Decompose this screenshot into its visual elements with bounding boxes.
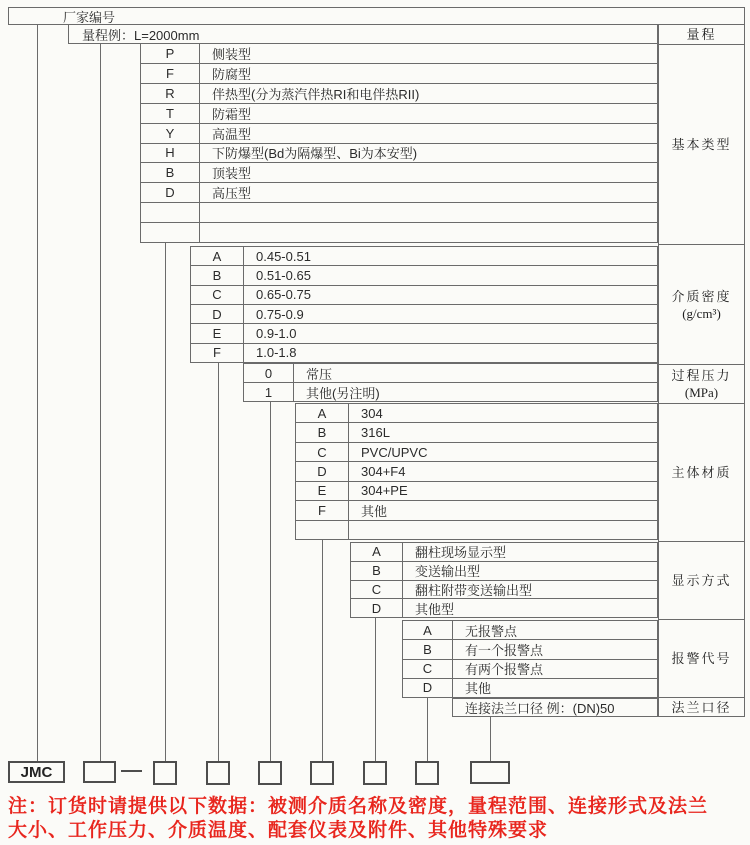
desc-cell: 防腐型 xyxy=(212,66,252,82)
side-label-text: 法兰口径 xyxy=(671,699,732,715)
code-row xyxy=(351,580,657,599)
code-row xyxy=(141,143,657,163)
desc-cell xyxy=(349,521,657,539)
code-row xyxy=(403,659,657,678)
desc-cell: PVC/UPVC xyxy=(361,444,428,460)
code-cell: A xyxy=(351,543,403,561)
code-cell: Y xyxy=(141,124,200,143)
desc-cell: 304+PE xyxy=(361,483,408,499)
code-row xyxy=(403,678,657,697)
code-row xyxy=(296,520,657,539)
model-box-display xyxy=(363,761,387,785)
code-cell: C xyxy=(296,443,349,461)
code-cell: E xyxy=(296,482,349,500)
desc-cell: 0.9-1.0 xyxy=(256,325,297,341)
desc-cell: 顶装型 xyxy=(212,166,252,182)
side-label-range xyxy=(659,25,744,44)
desc-cell: 高温型 xyxy=(212,126,252,142)
code-row xyxy=(141,83,657,103)
code-row xyxy=(141,222,657,242)
factory-code-box xyxy=(8,7,745,25)
side-label-unit: (MPa) xyxy=(684,385,719,400)
code-cell: D xyxy=(141,183,200,202)
desc-cell: 304+F4 xyxy=(361,463,406,479)
code-row xyxy=(453,699,657,716)
side-label-body-material xyxy=(659,403,744,541)
side-label-medium-density xyxy=(659,244,744,364)
code-cell: C xyxy=(403,660,453,678)
side-label-text: 基本类型 xyxy=(671,137,732,152)
code-cell: E xyxy=(191,324,244,342)
model-box-alarm xyxy=(415,761,439,785)
code-row xyxy=(296,442,657,461)
code-cell: B xyxy=(296,423,349,441)
range-example-box xyxy=(68,24,658,44)
desc-cell: 其他(另注明) xyxy=(306,385,380,401)
desc-cell: 有一个报警点 xyxy=(465,642,544,658)
desc-cell: 1.0-1.8 xyxy=(256,345,297,361)
code-cell: T xyxy=(141,104,200,123)
connector-line xyxy=(322,540,323,761)
model-box-material xyxy=(310,761,334,785)
code-cell: H xyxy=(141,144,200,163)
code-cell: 1 xyxy=(244,383,294,401)
body-material-table xyxy=(295,403,658,540)
desc-cell: 高压型 xyxy=(212,186,252,202)
side-label-display-mode xyxy=(659,541,744,619)
connector-line xyxy=(375,618,376,761)
desc-cell: 304 xyxy=(361,405,383,421)
desc-cell: 有两个报警点 xyxy=(465,662,544,678)
desc-cell: 常压 xyxy=(306,366,333,382)
side-label-text: 量程 xyxy=(686,27,717,42)
model-prefix-label: JMC xyxy=(20,763,53,781)
code-cell xyxy=(296,521,349,539)
code-row xyxy=(191,323,657,342)
desc-cell: 变送输出型 xyxy=(415,564,481,580)
side-label-process-pressure xyxy=(659,364,744,403)
connector-line xyxy=(218,363,219,761)
code-cell: B xyxy=(403,640,453,658)
connector-line xyxy=(490,717,491,761)
side-label-text: 显示方式 xyxy=(671,573,732,588)
model-box-pressure xyxy=(258,761,282,785)
code-row xyxy=(351,561,657,580)
code-cell xyxy=(141,203,200,222)
code-row xyxy=(141,202,657,222)
code-row xyxy=(191,247,657,265)
desc-cell: 0.51-0.65 xyxy=(256,267,311,283)
desc-cell xyxy=(200,203,657,222)
code-row xyxy=(244,364,657,382)
connector-line xyxy=(100,43,101,761)
code-row xyxy=(141,182,657,202)
desc-cell: 其他 xyxy=(361,503,388,519)
desc-cell: 下防爆型(Bd为隔爆型、Bi为本安型) xyxy=(212,146,418,162)
side-label-text: 主体材质 xyxy=(671,465,732,480)
code-row xyxy=(351,598,657,617)
side-label-flange-size xyxy=(659,697,744,716)
connector-line xyxy=(427,698,428,761)
order-note xyxy=(8,795,746,843)
alarm-code-table xyxy=(402,620,658,698)
desc-cell: 侧装型 xyxy=(212,46,252,62)
code-row xyxy=(191,304,657,323)
model-box-range xyxy=(83,761,116,783)
desc-cell: 无报警点 xyxy=(465,623,518,639)
code-cell: F xyxy=(296,501,349,519)
model-box-density xyxy=(206,761,230,785)
side-label-alarm-code xyxy=(659,619,744,697)
code-cell: A xyxy=(403,621,453,639)
code-cell: F xyxy=(141,64,200,83)
category-label-column xyxy=(658,24,745,717)
code-row xyxy=(191,265,657,284)
factory-code-label: 厂家编号 xyxy=(63,9,116,25)
side-label-unit: (g/cm³) xyxy=(682,305,721,321)
desc-cell: 翻柱附带变送输出型 xyxy=(415,582,533,598)
model-box-flange xyxy=(470,761,510,784)
order-note-line2: 大小、工作压力、介质温度、配套仪表及附件、其他特殊要求 xyxy=(8,820,549,841)
code-row xyxy=(141,162,657,182)
code-row xyxy=(296,422,657,441)
side-label-text: 报警代号 xyxy=(671,651,732,666)
code-row xyxy=(296,500,657,519)
flange-size-row xyxy=(452,698,658,717)
code-cell: B xyxy=(351,562,403,580)
code-cell: B xyxy=(141,163,200,182)
code-cell: A xyxy=(191,247,244,265)
code-row xyxy=(403,639,657,658)
desc-cell: 其他型 xyxy=(415,601,455,617)
code-row xyxy=(296,404,657,422)
code-row xyxy=(191,343,657,362)
code-row xyxy=(244,382,657,401)
desc-cell: 316L xyxy=(361,425,390,441)
desc-cell: 连接法兰口径 例：(DN)50 xyxy=(465,701,615,716)
model-box-basic-type xyxy=(153,761,177,785)
side-label-text: 过程压力 xyxy=(671,368,732,383)
desc-cell: 翻柱现场显示型 xyxy=(415,545,507,561)
code-cell: 0 xyxy=(244,364,294,382)
code-cell xyxy=(141,223,200,242)
desc-cell: 0.75-0.9 xyxy=(256,306,304,322)
connector-line xyxy=(270,402,271,761)
code-row xyxy=(296,481,657,500)
code-row xyxy=(296,461,657,480)
desc-cell: 0.65-0.75 xyxy=(256,287,311,303)
code-row xyxy=(351,543,657,561)
connector-line xyxy=(165,243,166,761)
dash-separator xyxy=(121,770,142,772)
model-prefix-box xyxy=(8,761,65,783)
side-label-basic-type xyxy=(659,44,744,244)
code-cell: D xyxy=(296,462,349,480)
display-mode-table xyxy=(350,542,658,618)
code-cell: C xyxy=(351,581,403,599)
desc-cell: 其他 xyxy=(465,681,492,697)
code-cell: B xyxy=(191,266,244,284)
code-row xyxy=(141,44,657,63)
range-example-label: 量程例：L=2000mm xyxy=(82,27,200,43)
desc-cell xyxy=(200,223,657,242)
desc-cell: 0.45-0.51 xyxy=(256,248,311,264)
desc-cell: 防霜型 xyxy=(212,106,252,122)
code-cell: C xyxy=(191,286,244,304)
code-row xyxy=(403,621,657,639)
basic-type-table xyxy=(140,43,658,243)
code-row xyxy=(141,123,657,143)
code-cell: F xyxy=(191,344,244,362)
connector-line xyxy=(37,24,38,761)
code-cell: D xyxy=(351,599,403,617)
code-cell: R xyxy=(141,84,200,103)
code-cell: D xyxy=(403,679,453,697)
code-cell: D xyxy=(191,305,244,323)
code-cell: A xyxy=(296,404,349,422)
desc-cell: 伴热型(分为蒸汽伴热RI和电伴热RII) xyxy=(212,86,420,102)
code-row xyxy=(141,103,657,123)
order-note-line1: 注：订货时请提供以下数据：被测介质名称及密度，量程范围、连接形式及法兰 xyxy=(8,796,709,817)
code-row xyxy=(141,63,657,83)
side-label-text: 介质密度 xyxy=(671,288,732,304)
medium-density-table xyxy=(190,246,658,363)
code-cell: P xyxy=(141,44,200,63)
process-pressure-table xyxy=(243,363,658,402)
code-row xyxy=(191,285,657,304)
